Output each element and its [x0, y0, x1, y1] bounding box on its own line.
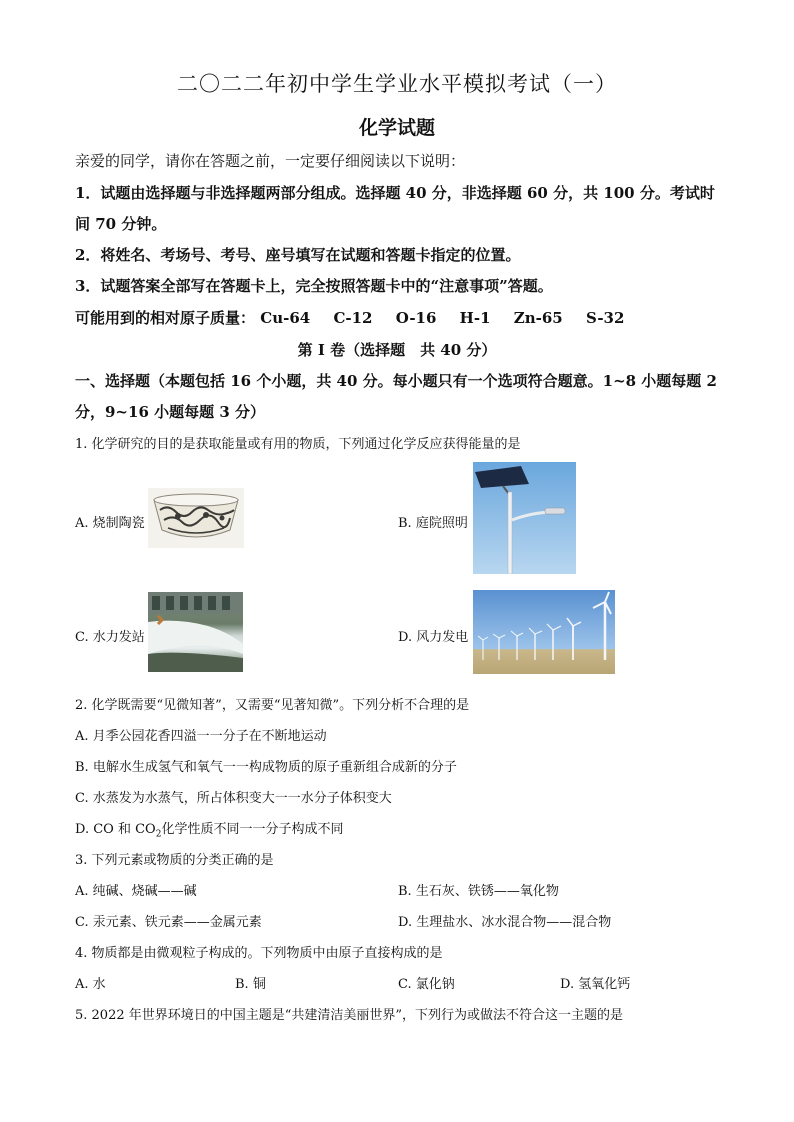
intro-item-1: 1．试题由选择题与非选择题两部分组成。选择题 40 分，非选择题 60 分，共 100 分。考试时	[75, 184, 715, 202]
part-title: 第 I 卷（选择题 共 40 分）	[297, 341, 497, 359]
q4-option-d: D. 氢氧化钙	[560, 977, 631, 992]
q2-option-d-pre: D. CO 和 CO	[75, 822, 156, 837]
wind-turbines-image	[473, 590, 615, 674]
atomic-mass-s: S-32	[585, 309, 625, 327]
solar-street-lamp-image	[473, 462, 576, 574]
ceramic-bowl-image	[148, 488, 244, 548]
atomic-mass-h: H-1	[459, 309, 491, 327]
q5-stem: 5. 2022 年世界环境日的中国主题是“共建清洁美丽世界”，下列行为或做法不符合这一主题的是	[75, 1008, 624, 1023]
q2-stem: 2. 化学既需要“见微知著”，又需要“见著知微”。下列分析不合理的是	[75, 698, 470, 713]
q2-option-b: B. 电解水生成氢气和氧气一一构成物质的原子重新组合成新的分子	[75, 760, 457, 775]
atomic-mass-label: 可能用到的相对原子质量：	[75, 309, 256, 327]
q3-option-d: D. 生理盐水、冰水混合物——混合物	[398, 915, 612, 930]
exam-title: 二〇二二年初中学生学业水平模拟考试（一）	[177, 72, 617, 96]
q2-option-c: C. 水蒸发为水蒸气，所占体积变大一一水分子体积变大	[75, 791, 392, 806]
q4-option-c: C. 氯化钠	[398, 977, 455, 992]
q2-option-d-post: 化学性质不同一一分子构成不同	[161, 822, 344, 837]
q4-stem: 4. 物质都是由微观粒子构成的。下列物质中由原子直接构成的是	[75, 946, 443, 961]
atomic-mass-o: O-16	[395, 309, 437, 327]
q2-option-d	[75, 818, 343, 840]
q2-option-d-sub: 2	[155, 829, 162, 840]
q1-option-d: D. 风力发电	[398, 630, 469, 645]
q1-option-a: A. 烧制陶瓷	[75, 516, 145, 531]
q3-option-a: A. 纯碱、烧碱——碱	[75, 884, 197, 899]
intro-item-2: 2．将姓名、考场号、考号、座号填写在试题和答题卡指定的位置。	[75, 246, 521, 264]
atomic-mass-line	[75, 307, 624, 328]
q1-option-c: C. 水力发站	[75, 630, 145, 645]
atomic-mass-zn: Zn-65	[513, 309, 563, 327]
q4-option-b: B. 铜	[235, 977, 266, 992]
intro-greeting: 亲爱的同学，请你在答题之前，一定要仔细阅读以下说明：	[75, 152, 466, 170]
atomic-mass-c: C-12	[333, 309, 373, 327]
atomic-mass-cu: Cu-64	[260, 309, 311, 327]
q3-option-c: C. 汞元素、铁元素——金属元素	[75, 915, 262, 930]
q1-option-b: B. 庭院照明	[398, 516, 468, 531]
intro-item-3: 3．试题答案全部写在答题卡上，完全按照答题卡中的“注意事项”答题。	[75, 277, 553, 295]
q4-option-a: A. 水	[75, 977, 106, 992]
q1-stem: 1. 化学研究的目的是获取能量或有用的物质，下列通过化学反应获得能量的是	[75, 437, 521, 452]
hydropower-dam-image	[148, 592, 243, 672]
exam-subtitle: 化学试题	[358, 117, 435, 139]
section-heading: 一、选择题（本题包括 16 个小题，共 40 分。每小题只有一个选项符合题意。1~8 小题每题 2	[75, 372, 717, 390]
q3-stem: 3. 下列元素或物质的分类正确的是	[75, 853, 274, 868]
q3-option-b: B. 生石灰、铁锈——氧化物	[398, 884, 559, 899]
section-heading-cont: 分，9~16 小题每题 3 分）	[75, 403, 265, 421]
intro-item-1-cont: 间 70 分钟。	[75, 215, 167, 233]
q2-option-a: A. 月季公园花香四溢一一分子在不断地运动	[75, 729, 327, 744]
